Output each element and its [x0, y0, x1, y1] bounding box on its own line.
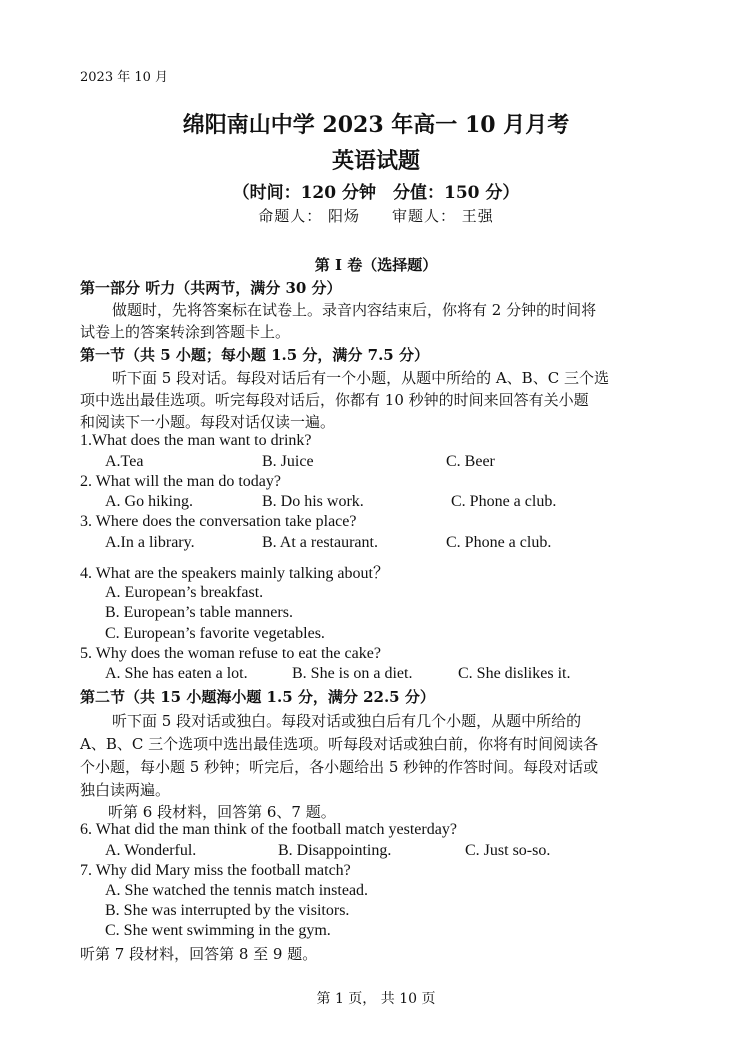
material-6-note: 听第 6 段材料，回答第 6、7 题。 — [108, 803, 336, 821]
q6-option-b: B. Disappointing. — [278, 842, 392, 859]
q4-option-b: B. European’s table manners. — [105, 604, 293, 621]
exam-authors: 命题人： 阳炀 审题人： 王强 — [258, 207, 494, 225]
q7-option-b: B. She was interrupted by the visitors. — [105, 902, 350, 919]
part1-heading: 第一部分 听力（共两节，满分 30 分） — [80, 279, 342, 297]
section2-heading: 第二节（共 15 小题海小题 1.5 分，满分 22.5 分） — [80, 688, 435, 706]
q6-option-c: C. Just so-so. — [465, 842, 551, 859]
section1-instruction: 听下面 5 段对话。每段对话后有一个小题，从题中所给的 A、B、C 三个选 — [112, 369, 609, 387]
section2-instruction: 听下面 5 段对话或独白。每段对话或独白后有几个小题，从题中所给的 — [112, 712, 582, 730]
question-5: 5. Why does the woman refuse to eat the cake? — [80, 645, 381, 662]
q1-option-b: B. Juice — [262, 453, 314, 470]
q5-option-c: C. She dislikes it. — [458, 665, 571, 682]
volume-heading: 第 I 卷（选择题） — [314, 256, 438, 274]
section2-instruction: A、B、C 三个选项中选出最佳选项。听每段对话或独白前，你将有时间阅读各 — [80, 735, 599, 753]
exam-title: 绵阳南山中学 2023 年高一 10 月月考 — [182, 112, 570, 138]
q3-option-b: B. At a restaurant. — [262, 534, 378, 551]
q5-option-b: B. She is on a diet. — [292, 665, 413, 682]
exam-time-score: （时间：120 分钟 分值：150 分） — [232, 183, 520, 203]
section2-instruction: 独白读两遍。 — [80, 781, 171, 799]
question-7: 7. Why did Mary miss the football match? — [80, 862, 351, 879]
q2-option-a: A. Go hiking. — [105, 493, 193, 510]
section1-heading: 第一节（共 5 小题；每小题 1.5 分，满分 7.5 分） — [80, 346, 429, 364]
q3-option-a: A.In a library. — [105, 534, 195, 551]
section2-instruction: 个小题，每小题 5 秒钟；听完后，各小题给出 5 秒钟的作答时间。每段对话或 — [80, 758, 599, 776]
question-6: 6. What did the man think of the football match yesterday? — [80, 821, 457, 838]
section1-instruction: 项中选出最佳选项。听完每段对话后，你都有 10 秒钟的时间来回答有关小题 — [80, 391, 589, 409]
part1-instruction: 试卷上的答案转涂到答题卡上。 — [80, 323, 291, 341]
q7-option-c: C. She went swimming in the gym. — [105, 922, 331, 939]
question-3: 3. Where does the conversation take place? — [80, 513, 357, 530]
exam-date: 2023 年 10 月 — [80, 70, 169, 85]
q1-option-c: C. Beer — [446, 453, 495, 470]
exam-subject: 英语试题 — [331, 148, 420, 174]
q4-option-a: A. European’s breakfast. — [105, 584, 264, 601]
page-footer: 第 1 页， 共 10 页 — [316, 991, 436, 1007]
question-4: 4. What are the speakers mainly talking about？ — [80, 565, 389, 582]
q2-option-c: C. Phone a club. — [451, 493, 557, 510]
q5-option-a: A. She has eaten a lot. — [105, 665, 248, 682]
question-1: 1.What does the man want to drink? — [80, 432, 312, 449]
part1-instruction: 做题时，先将答案标在试卷上。录音内容结束后，你将有 2 分钟的时间将 — [112, 301, 597, 319]
question-2: 2. What will the man do today? — [80, 473, 281, 490]
q4-option-c: C. European’s favorite vegetables. — [105, 625, 325, 642]
q6-option-a: A. Wonderful. — [105, 842, 197, 859]
q3-option-c: C. Phone a club. — [446, 534, 552, 551]
q1-option-a: A.Tea — [105, 453, 144, 470]
q2-option-b: B. Do his work. — [262, 493, 364, 510]
section1-instruction: 和阅读下一小题。每段对话仅读一遍。 — [80, 413, 336, 431]
q7-option-a: A. She watched the tennis match instead. — [105, 882, 369, 899]
material-7-note: 听第 7 段材料，回答第 8 至 9 题。 — [80, 945, 318, 963]
